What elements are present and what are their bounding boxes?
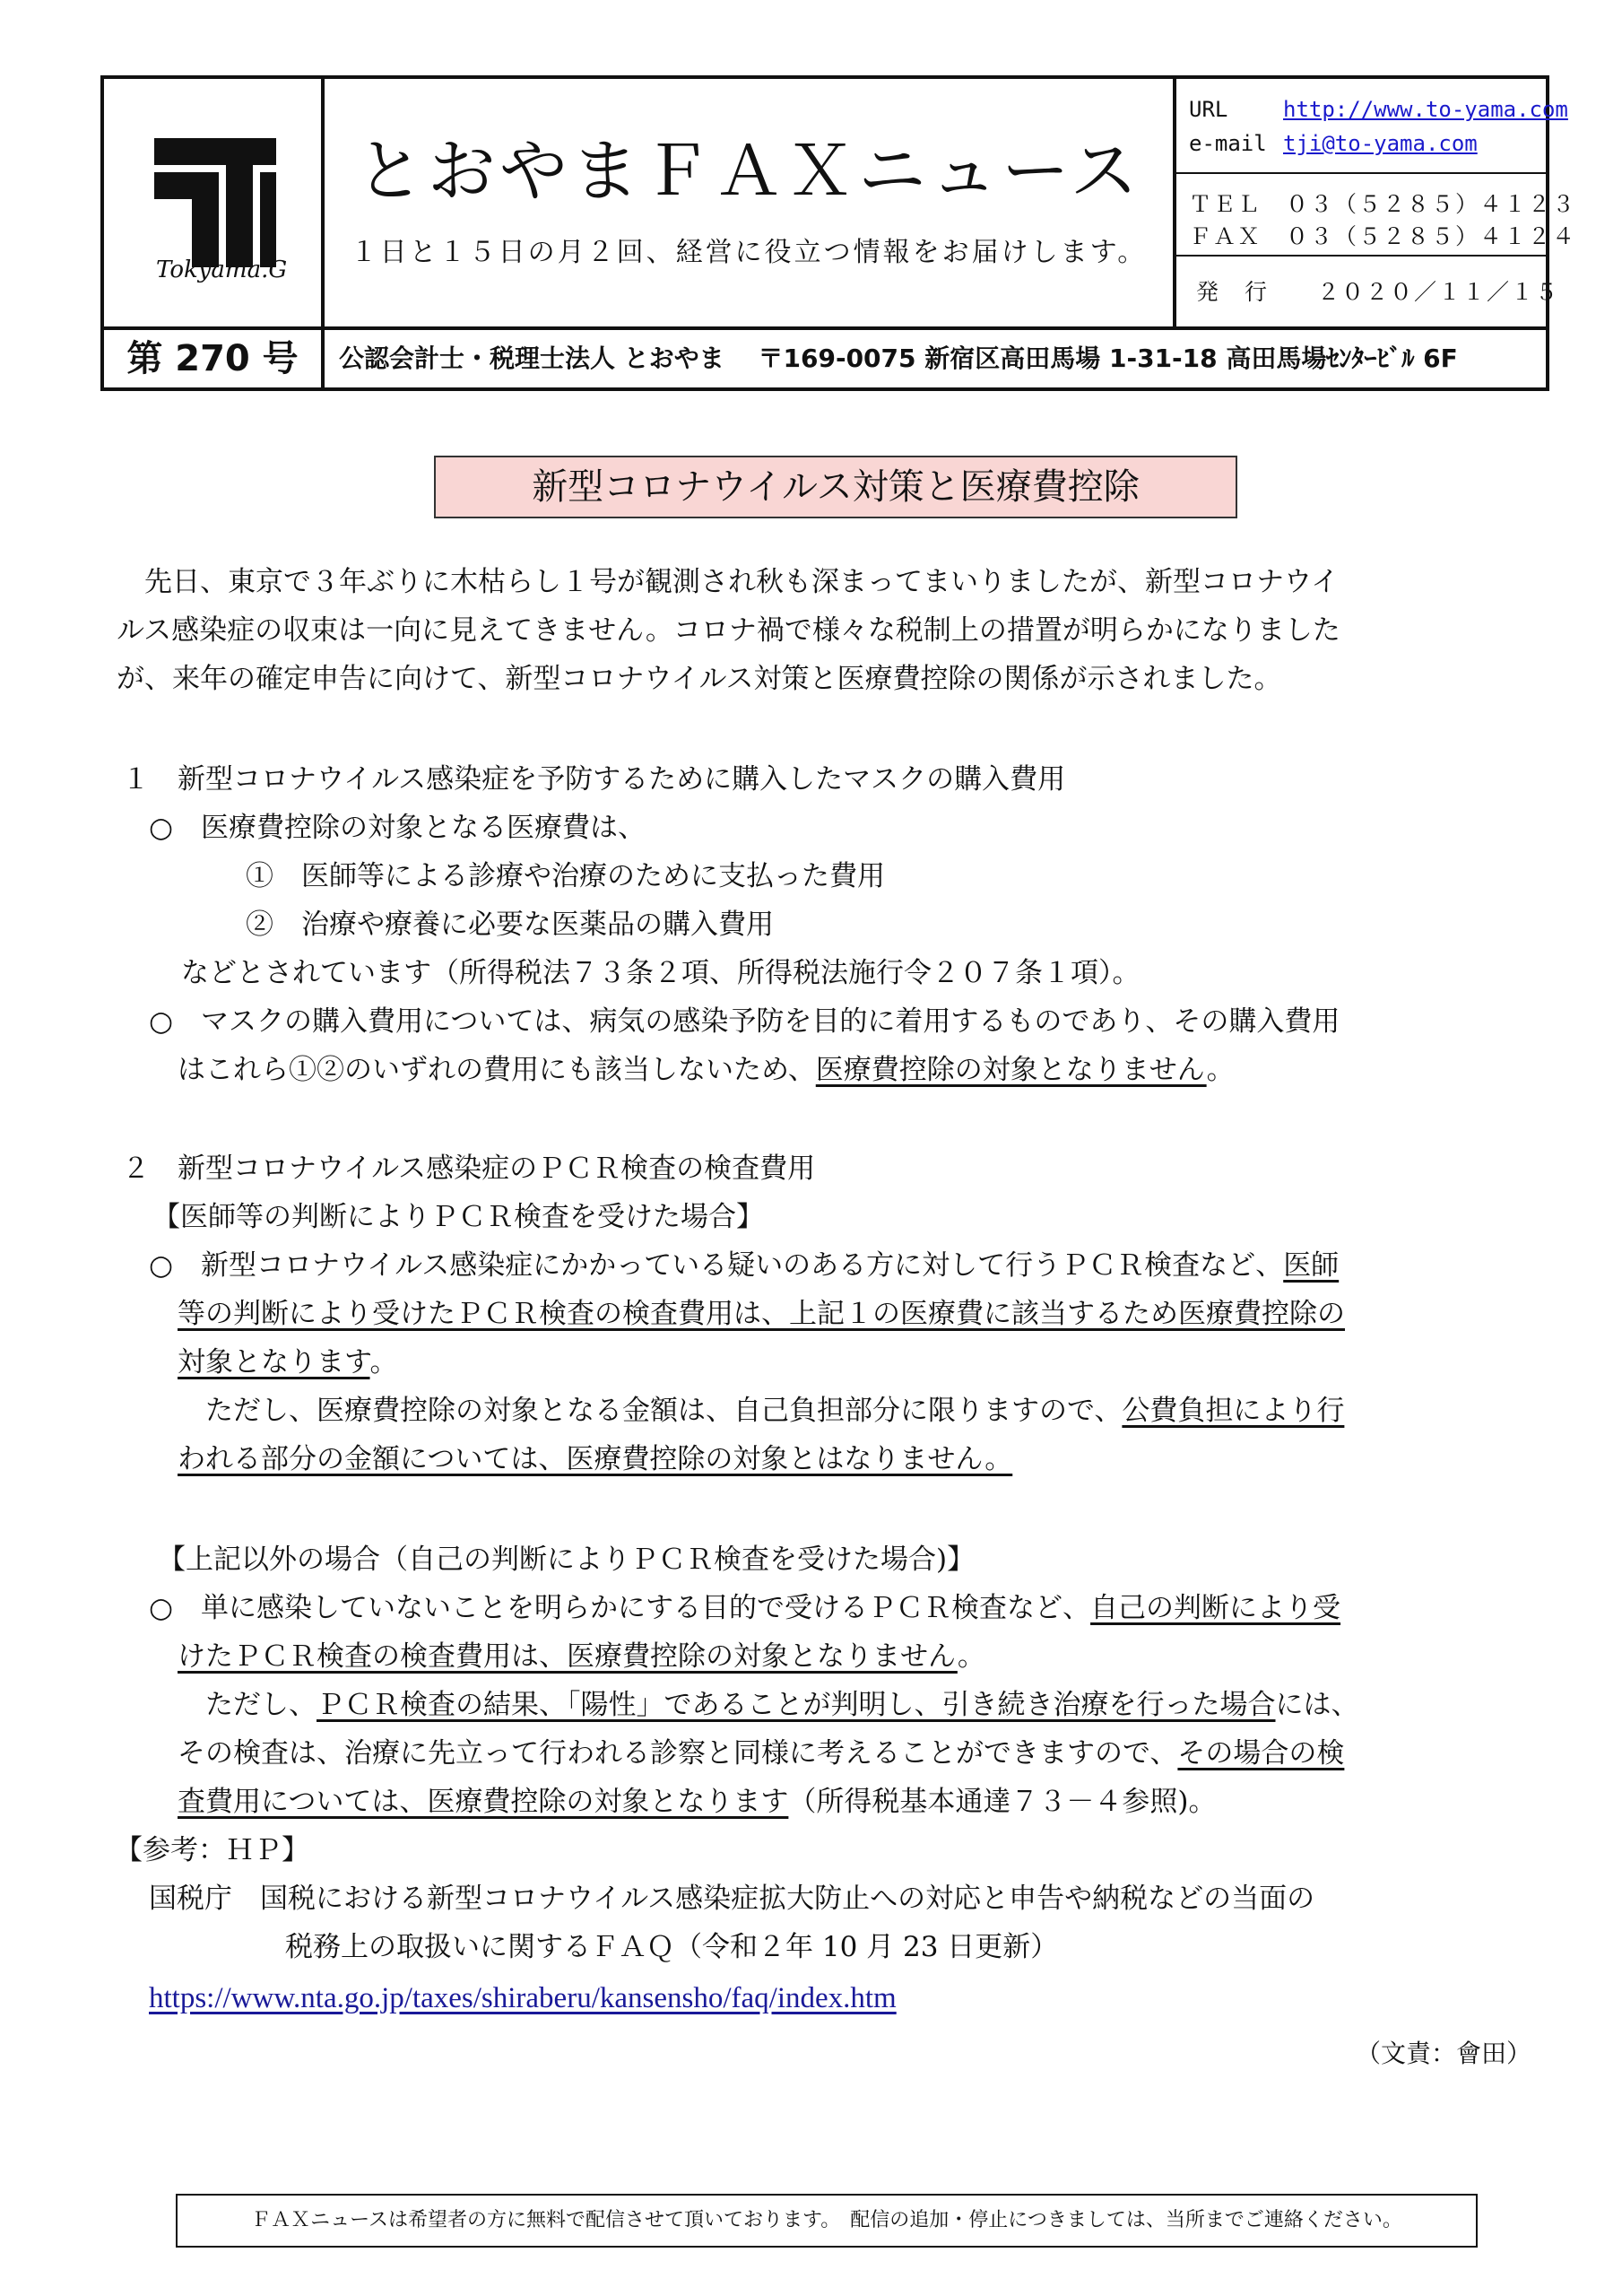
s2-bullet-continued [178, 1443, 1013, 1475]
text-span: には、 [1275, 1689, 1359, 1721]
contact-cell [1176, 79, 1577, 326]
underlined-text: 等の判断により受けたＰＣＲ検査の検査費用は、上記１の医療費に該当するため医療費控除の [178, 1298, 1345, 1330]
text-span: 。 [957, 1640, 985, 1673]
title-cell [325, 79, 1173, 326]
author-credit: （文責：會田） [1356, 2039, 1532, 2068]
text-span: ○ 新型コロナウイルス感染症にかかっている疑いのある方に対して行うＰＣＲ検査など、 [149, 1249, 1284, 1282]
text-span: その検査は、治療に先立って行われる診察と同様に考えることができますので、 [178, 1737, 1178, 1770]
url-label: URL [1189, 97, 1228, 122]
footer-notice: ＦＡＸニュースは希望者の方に無料で配信させて頂いております。 配信の追加・停止につきましては、当所までご連絡ください。 [176, 2194, 1478, 2248]
reference-label: 【参考：ＨＰ】 [115, 1834, 309, 1866]
newsletter-title: とおやまＦＡＸニュース [355, 131, 1142, 211]
text-span: ○ 単に感染していないことを明らかにする目的で受けるＰＣＲ検査など、 [149, 1592, 1091, 1624]
s1-note: などとされています（所得税法７３条２項、所得税法施行令２０７条１項）。 [181, 957, 1141, 989]
s2-subheading: 【医師等の判断によりＰＣＲ検査を受けた場合】 [152, 1201, 764, 1233]
email-row [1189, 131, 1478, 156]
issue-date: 発 行 ２０２０／１１／１５ [1196, 279, 1560, 305]
underlined-text: 公費負担により行 [1122, 1395, 1345, 1427]
reference-text: 税務上の取扱いに関するＦＡＱ（令和２年 10 月 23 日更新） [285, 1931, 1059, 1963]
firm-address: 公認会計士・税理士法人 とおやま 〒169-0075 新宿区高田馬場 1-31-18 高田馬場ｾﾝﾀｰﾋﾞﾙ 6F [339, 344, 1458, 373]
logo-caption: Tokyama.G [156, 257, 288, 283]
section-2-heading: ２ 新型コロナウイルス感染症のＰＣＲ検査の検査費用 [122, 1152, 816, 1185]
s2-bullet-continued [178, 1300, 1345, 1328]
text-span: はこれら①②のいずれの費用にも該当しないため、 [178, 1054, 816, 1086]
s2-bullet [149, 1592, 1341, 1624]
email-label: e-mail [1189, 131, 1267, 156]
section-1-heading: １ 新型コロナウイルス感染症を予防するために購入したマスクの購入費用 [122, 763, 1066, 796]
s1-bullet: ○ マスクの購入費用については、病気の感染予防を目的に着用するものであり、その購入費用 [149, 1005, 1340, 1038]
s1-list-item: ② 治療や療養に必要な医薬品の購入費用 [246, 909, 774, 941]
nta-faq-link[interactable]: https://www.nta.go.jp/taxes/shiraberu/kansensho/faq/index.htm [149, 1982, 897, 2014]
underlined-text: 自己の判断により受 [1090, 1592, 1341, 1624]
issue-number: 第 270 号 [126, 338, 299, 379]
text-span: ただし、 [178, 1689, 317, 1721]
s1-list-item: ① 医師等による診療や治療のために支払った費用 [246, 860, 885, 892]
fax-number: ＦＡＸ ０３（５２８５）４１２４ [1189, 223, 1577, 249]
s2-bullet-continued [178, 1689, 1359, 1721]
tokyama-logo-icon [104, 79, 321, 326]
text-span: ただし、医療費控除の対象となる金額は、自己負担部分に限りますので、 [178, 1395, 1123, 1427]
underlined-text: 医師 [1283, 1249, 1340, 1282]
s2-subheading: 【上記以外の場合（自己の判断によりＰＣＲ検査を受けた場合)】 [158, 1544, 976, 1576]
underlined-text: けたＰＣＲ検査の検査費用は、医療費控除の対象となりません [178, 1640, 958, 1673]
newsletter-header [100, 75, 1577, 391]
intro-line: 先日、東京で３年ぶりに木枯らし１号が観測され秋も深まってまいりましたが、新型コロナウイ [117, 566, 1340, 598]
text-span: 。 [1206, 1054, 1235, 1086]
underlined-text: 対象となります [178, 1346, 370, 1378]
tel-number: ＴＥＬ ０３（５２８５）４１２３ [1189, 191, 1577, 217]
s2-bullet-continued [178, 1788, 1216, 1816]
intro-line: ルス感染症の収束は一向に見えてきません。コロナ禍で様々な税制上の措置が明らかになりました [117, 614, 1340, 647]
reference-link[interactable] [149, 1984, 897, 2013]
s2-bullet-continued [178, 1640, 985, 1673]
underlined-text: われる部分の金額については、医療費控除の対象とはなりません。 [178, 1443, 1013, 1475]
underlined-text: ＰＣＲ検査の結果、「陽性」であることが判明し、引き続き治療を行った場合 [317, 1689, 1276, 1721]
underlined-text: 査費用については、医療費控除の対象となります [178, 1786, 789, 1818]
s2-bullet-continued [178, 1346, 398, 1378]
email-link[interactable]: tji@to-yama.com [1283, 131, 1478, 156]
underlined-text: 医療費控除の対象となりません [815, 1054, 1207, 1086]
s1-bullet: ○ 医療費控除の対象となる医療費は、 [149, 812, 646, 844]
reference-text: 国税庁 国税における新型コロナウイルス感染症拡大防止への対応と申告や納税などの当面の [149, 1883, 1315, 1915]
s2-bullet [149, 1249, 1340, 1282]
underlined-text: その場合の検 [1177, 1737, 1345, 1770]
s1-bullet-continued [178, 1054, 1235, 1086]
website-link[interactable]: http://www.to-yama.com [1283, 97, 1568, 122]
url-row [1189, 97, 1568, 122]
article-title: 新型コロナウイルス対策と医療費控除 [434, 456, 1237, 518]
intro-line: が、来年の確定申告に向けて、新型コロナウイルス対策と医療費控除の関係が示されました。 [117, 663, 1282, 695]
newsletter-subtitle: １日と１５日の月２回、経営に役立つ情報をお届けします。 [350, 237, 1148, 268]
s2-bullet-continued [178, 1737, 1345, 1770]
s2-bullet-continued [178, 1397, 1344, 1425]
company-logo [104, 79, 321, 326]
text-span: 。 [369, 1346, 398, 1378]
text-span: （所得税基本通達７３－４参照)。 [788, 1786, 1217, 1818]
